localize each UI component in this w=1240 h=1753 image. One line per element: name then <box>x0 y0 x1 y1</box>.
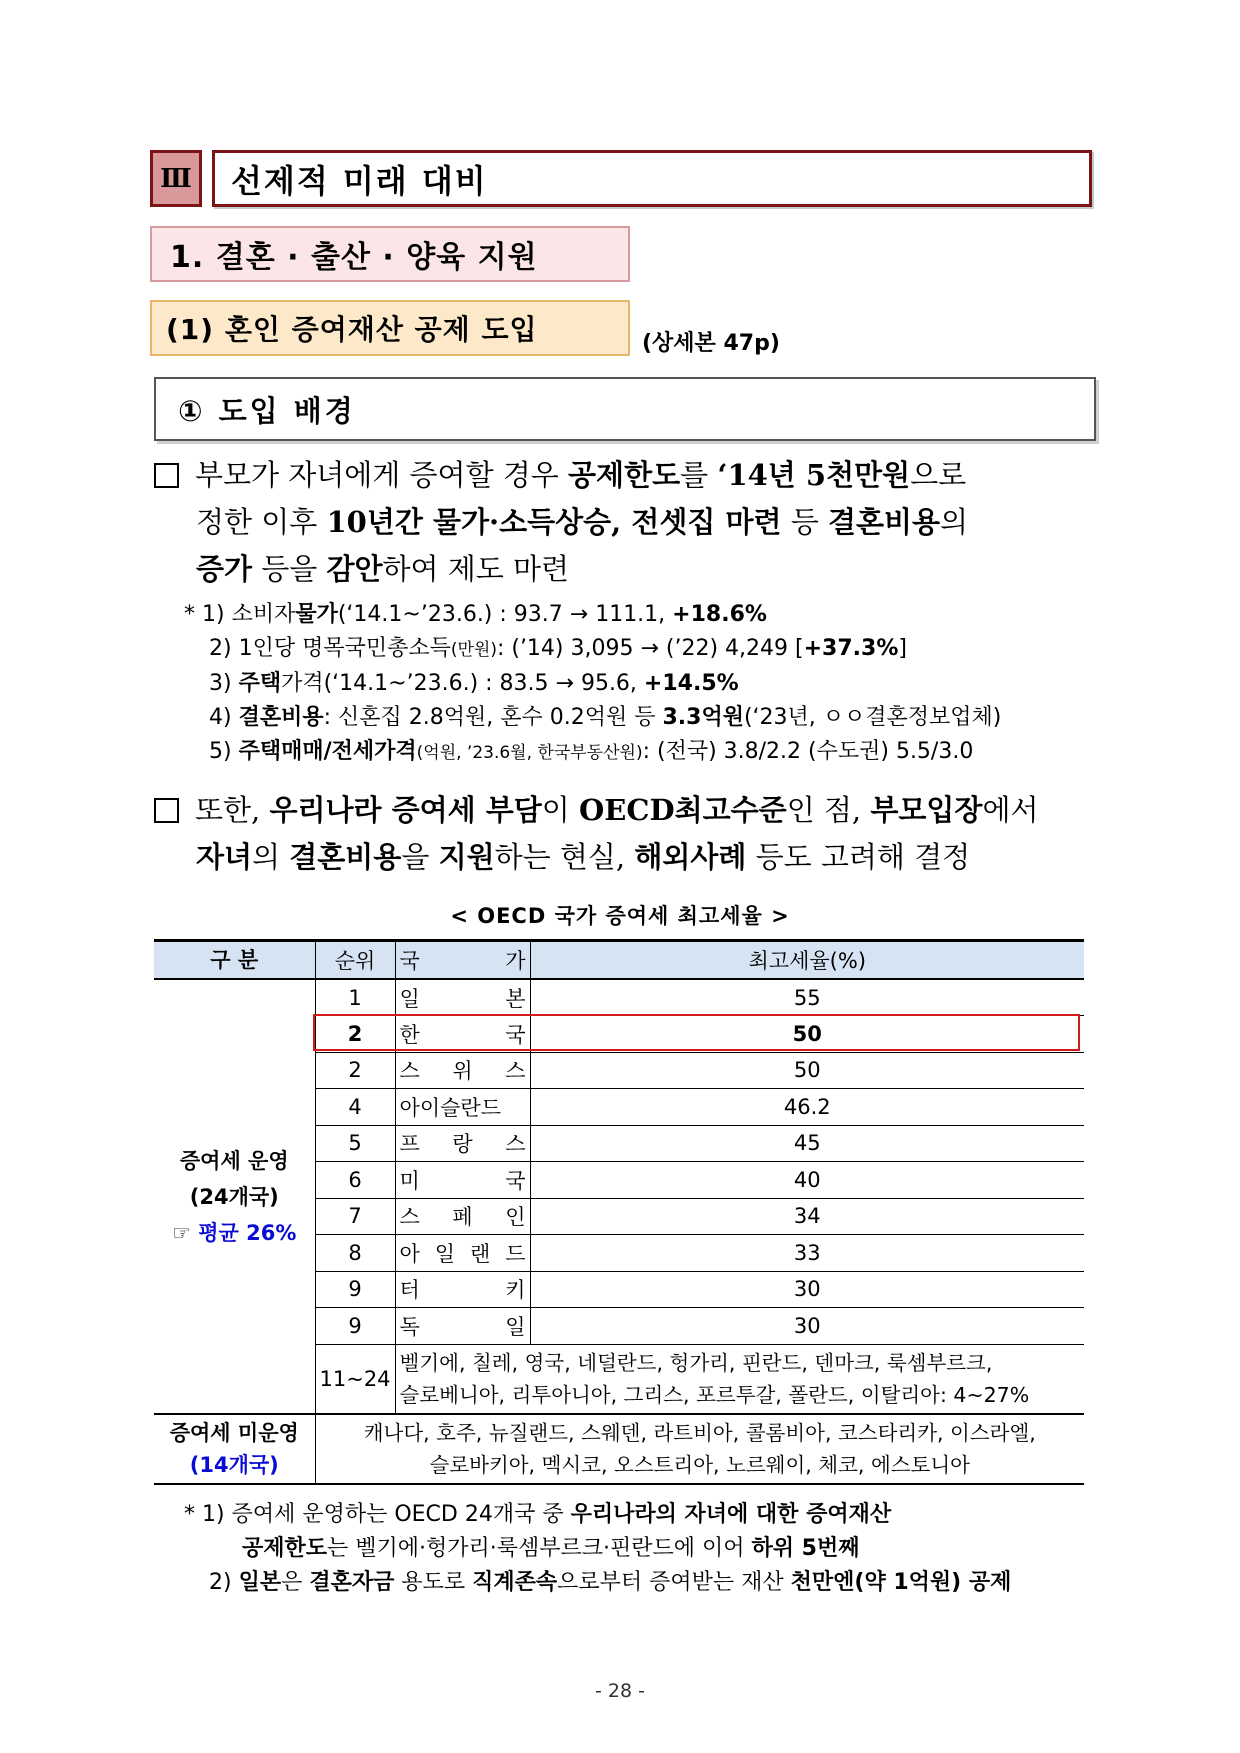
rate-cell: 46.2 <box>530 1089 1084 1126</box>
rate-cell: 40 <box>530 1162 1084 1199</box>
rank-cell: 1 <box>315 979 395 1016</box>
table-row <box>154 979 1084 1016</box>
footnote-line: 4) 결혼비용: 신혼집 2.8억원, 혼수 0.2억원 등 3.3억원(‘23년, ㅇㅇ결혼정보업체) <box>209 705 1002 730</box>
checkbox-bullet-icon <box>154 798 179 823</box>
subsection-title: 1. 결혼 · 출산 · 양육 지원 <box>150 226 630 282</box>
table-row <box>154 1414 1084 1484</box>
country-cell: 일 본 <box>395 979 530 1016</box>
rank-cell: 8 <box>315 1235 395 1272</box>
header-country: 국 가 <box>395 941 530 980</box>
rank-cell: 11~24 <box>315 1344 395 1414</box>
header-rank: 순위 <box>315 941 395 980</box>
rate-cell: 45 <box>530 1125 1084 1162</box>
checkbox-bullet-icon <box>154 463 179 488</box>
section-number: Ⅲ <box>150 150 202 207</box>
background-heading: ① 도입 배경 <box>154 377 1096 441</box>
footnote-line: 2) 일본은 결혼자금 용도로 직계존속으로부터 증여받는 재산 천만엔(약 1억원) 공제 <box>209 1570 1012 1595</box>
country-cell: 스 위 스 <box>395 1052 530 1089</box>
rate-cell: 34 <box>530 1198 1084 1235</box>
country-cell: 터 키 <box>395 1271 530 1308</box>
rate-cell: 50 <box>530 1052 1084 1089</box>
rank-cell: 9 <box>315 1271 395 1308</box>
footnotes-2 <box>184 1498 1104 1600</box>
other-countries-cell: 벨기에, 칠레, 영국, 네덜란드, 헝가리, 핀란드, 덴마크, 룩셈부르크, 슬로베니아, 리투아니아, 그리스, 포르투갈, 폴란드, 이탈리아: 4~27% <box>395 1344 1084 1414</box>
country-cell: 한 국 <box>395 1016 530 1053</box>
footnote-line: * 1) 증여세 운영하는 OECD 24개국 중 우리나라의 자녀에 대한 증여재산 <box>184 1502 892 1527</box>
rank-cell: 5 <box>315 1125 395 1162</box>
rate-cell: 33 <box>530 1235 1084 1272</box>
table-caption: < OECD 국가 증여세 최고세율 > <box>450 904 790 928</box>
paragraph-1: 부모가 자녀에게 증여할 경우 공제한도를 ‘14년 5천만원으로 정한 이후 10년간 물가·소득상승, 전셋집 마련 등 결혼비용의 증가 등을 감안하여 제도 마련 <box>154 452 1094 593</box>
category-non-taxing: 증여세 미운영 (14개국) <box>154 1414 315 1484</box>
rank-cell: 2 <box>315 1052 395 1089</box>
detail-reference: (상세본 47p) <box>642 331 780 356</box>
footnote-line: * 1) 소비자물가(‘14.1~’23.6.) : 93.7 → 111.1, +18.6% <box>184 602 767 627</box>
rate-cell: 30 <box>530 1271 1084 1308</box>
non-taxing-countries-cell: 캐나다, 호주, 뉴질랜드, 스웨덴, 라트비아, 콜롬비아, 코스타리카, 이스라엘, 슬로바키아, 멕시코, 오스트리아, 노르웨이, 체코, 에스토니아 <box>315 1414 1084 1484</box>
rank-cell: 7 <box>315 1198 395 1235</box>
item-title: (1) 혼인 증여재산 공제 도입 <box>150 300 630 356</box>
paragraph-2: 또한, 우리나라 증여세 부담이 OECD최고수준인 점, 부모입장에서 자녀의 결혼비용을 지원하는 현실, 해외사례 등도 고려해 결정 <box>154 787 1094 881</box>
footnote-line: 공제한도는 벨기에·헝가리·룩셈부르크·핀란드에 이어 하위 5번째 <box>242 1536 860 1561</box>
footnote-line: 5) 주택매매/전세가격(억원, ’23.6월, 한국부동산원): (전국) 3.8/2.2 (수도권) 5.5/3.0 <box>209 739 974 764</box>
footnotes-1 <box>184 598 1104 770</box>
footnote-line: 3) 주택가격(‘14.1~’23.6.) : 83.5 → 95.6, +14.5% <box>209 671 739 696</box>
page-number: - 28 - <box>595 1680 645 1702</box>
rate-cell: 55 <box>530 979 1084 1016</box>
oecd-tax-table <box>154 939 1084 1485</box>
country-cell: 아 일 랜 드 <box>395 1235 530 1272</box>
footnote-line: 2) 1인당 명목국민총소득(만원): (’14) 3,095 → (’22) 4,249 [+37.3%] <box>209 636 907 661</box>
rate-cell: 30 <box>530 1308 1084 1345</box>
rank-cell: 4 <box>315 1089 395 1126</box>
country-cell: 아이슬란드 <box>395 1089 530 1126</box>
header-rate: 최고세율(%) <box>530 941 1084 980</box>
country-cell: 독 일 <box>395 1308 530 1345</box>
country-cell: 스 페 인 <box>395 1198 530 1235</box>
rank-cell: 9 <box>315 1308 395 1345</box>
header-category: 구 분 <box>154 941 315 980</box>
rank-cell: 2 <box>315 1016 395 1053</box>
rate-cell: 50 <box>530 1016 1084 1053</box>
country-cell: 프 랑 스 <box>395 1125 530 1162</box>
section-title: 선제적 미래 대비 <box>212 150 1092 207</box>
table-header-row <box>154 941 1084 980</box>
country-cell: 미 국 <box>395 1162 530 1199</box>
rank-cell: 6 <box>315 1162 395 1199</box>
category-taxing: 증여세 운영 (24개국) ☞ 평균 26% <box>154 979 315 1414</box>
